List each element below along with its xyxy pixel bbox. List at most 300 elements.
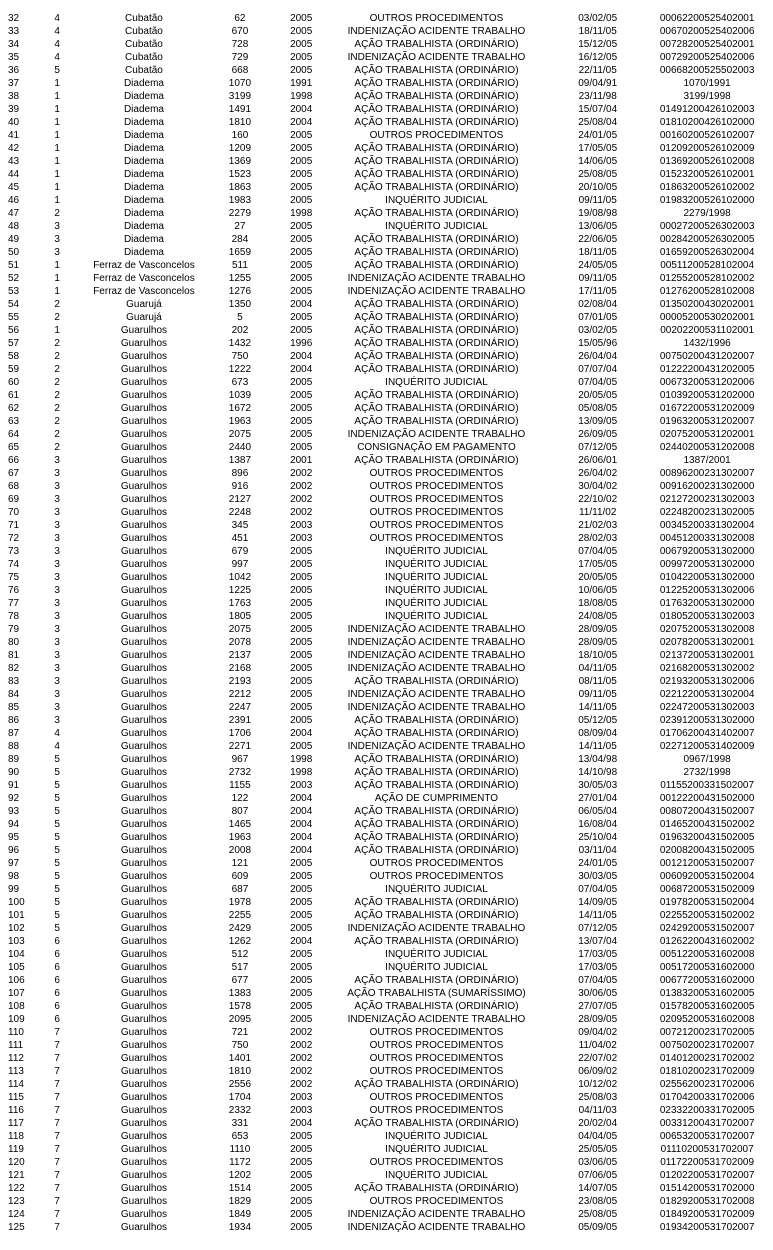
process-year: 2005 <box>290 130 313 141</box>
vara-number: 3 <box>54 715 60 726</box>
filing-date: 17/05/05 <box>578 559 618 570</box>
process-number: 2429 <box>228 923 252 934</box>
comarca-name: Guarulhos <box>120 624 168 635</box>
row-number: 113 <box>8 1066 24 1077</box>
comarca-name: Guarulhos <box>120 572 168 583</box>
table-row <box>0 1013 773 1026</box>
action-type: AÇÃO TRABALHISTA (ORDINÁRIO) <box>354 312 519 323</box>
process-number: 653 <box>231 1131 249 1142</box>
filing-date: 25/08/05 <box>578 169 618 180</box>
process-number: 1849 <box>228 1209 252 1220</box>
process-number: 679 <box>231 546 249 557</box>
table-row <box>0 948 773 961</box>
table-row <box>0 233 773 246</box>
comarca-name: Guarulhos <box>120 728 168 739</box>
process-code: 01763200531302000 <box>659 598 755 609</box>
process-number: 750 <box>231 351 249 362</box>
process-code: 01849200531702009 <box>659 1209 755 1220</box>
comarca-name: Guarulhos <box>120 1222 168 1233</box>
vara-number: 5 <box>54 923 60 934</box>
comarca-name: Guarulhos <box>120 793 168 804</box>
filing-date: 11/04/02 <box>578 1040 617 1051</box>
process-code: 02095200531602008 <box>659 1014 755 1025</box>
process-number: 1810 <box>228 117 252 128</box>
table-row <box>0 480 773 493</box>
process-year: 2004 <box>290 936 313 947</box>
action-type: AÇÃO TRABALHISTA (ORDINÁRIO) <box>354 715 519 726</box>
comarca-name: Guarulhos <box>120 429 168 440</box>
vara-number: 5 <box>54 65 60 76</box>
vara-number: 7 <box>54 1118 60 1129</box>
comarca-name: Guarujá <box>126 299 162 310</box>
comarca-name: Guarulhos <box>120 338 168 349</box>
vara-number: 4 <box>54 39 60 50</box>
process-code: 00729200525402006 <box>659 52 755 63</box>
row-number: 91 <box>8 780 20 791</box>
process-code: 01934200531702007 <box>659 1222 755 1233</box>
filing-date: 03/11/04 <box>578 845 617 856</box>
action-type: INDENIZAÇÃO ACIDENTE TRABALHO <box>347 702 526 713</box>
row-number: 123 <box>8 1196 25 1207</box>
process-number: 1222 <box>228 364 252 375</box>
filing-date: 30/06/05 <box>578 988 618 999</box>
table-row <box>0 441 773 454</box>
process-year: 2002 <box>290 494 313 505</box>
row-number: 74 <box>8 559 20 570</box>
vara-number: 3 <box>54 468 60 479</box>
comarca-name: Guarulhos <box>120 897 168 908</box>
action-type: OUTROS PROCEDIMENTOS <box>369 1040 504 1051</box>
process-code: 01672200531202009 <box>659 403 755 414</box>
process-code: 02332200331702005 <box>659 1105 755 1116</box>
row-number: 45 <box>8 182 20 193</box>
table-row <box>0 129 773 142</box>
row-number: 64 <box>8 429 20 440</box>
row-number: 60 <box>8 377 20 388</box>
action-type: INDENIZAÇÃO ACIDENTE TRABALHO <box>347 650 526 661</box>
process-number: 1369 <box>228 156 252 167</box>
filing-date: 17/05/05 <box>578 143 618 154</box>
process-number: 1706 <box>228 728 252 739</box>
action-type: AÇÃO TRABALHISTA (ORDINÁRIO) <box>354 754 519 765</box>
table-row <box>0 298 773 311</box>
comarca-name: Diadema <box>123 169 164 180</box>
row-number: 90 <box>8 767 20 778</box>
vara-number: 1 <box>54 286 60 297</box>
table-row <box>0 558 773 571</box>
process-number: 1491 <box>228 104 252 115</box>
table-row <box>0 1026 773 1039</box>
process-number: 1863 <box>228 182 252 193</box>
process-code: 00609200531502004 <box>659 871 755 882</box>
comarca-name: Guarulhos <box>120 455 168 466</box>
table-row <box>0 493 773 506</box>
process-code: 01465200431502002 <box>659 819 755 830</box>
action-type: INQUÉRITO JUDICIAL <box>385 195 488 206</box>
action-type: AÇÃO TRABALHISTA (ORDINÁRIO) <box>354 416 519 427</box>
process-code: 01110200531702007 <box>660 1144 754 1155</box>
action-type: INDENIZAÇÃO ACIDENTE TRABALHO <box>347 429 526 440</box>
table-row <box>0 77 773 90</box>
row-number: 101 <box>8 910 25 921</box>
comarca-name: Guarulhos <box>120 1053 168 1064</box>
action-type: INDENIZAÇÃO ACIDENTE TRABALHO <box>347 1014 526 1025</box>
filing-date: 06/09/02 <box>578 1066 618 1077</box>
process-code: 00005200530202001 <box>659 312 755 323</box>
comarca-name: Guarulhos <box>120 416 168 427</box>
vara-number: 2 <box>54 364 60 375</box>
comarca-name: Guarulhos <box>120 442 168 453</box>
process-number: 2332 <box>228 1105 252 1116</box>
table-row <box>0 844 773 857</box>
process-year: 2005 <box>290 182 313 193</box>
filing-date: 26/06/01 <box>578 455 618 466</box>
comarca-name: Cubatão <box>125 52 163 63</box>
process-code: 00512200531602008 <box>659 949 755 960</box>
process-number: 670 <box>231 26 249 37</box>
table-row <box>0 428 773 441</box>
vara-number: 2 <box>54 338 60 349</box>
action-type: INDENIZAÇÃO ACIDENTE TRABALHO <box>347 637 526 648</box>
table-row <box>0 623 773 636</box>
process-code: 02008200431502005 <box>659 845 755 856</box>
vara-number: 6 <box>54 1014 60 1025</box>
process-year: 2005 <box>290 195 313 206</box>
process-code: 02271200531402009 <box>659 741 755 752</box>
process-number: 2391 <box>228 715 252 726</box>
action-type: OUTROS PROCEDIMENTOS <box>369 871 504 882</box>
table-row <box>0 506 773 519</box>
process-year: 2005 <box>290 1222 313 1233</box>
process-code: 00896200231302007 <box>659 468 755 479</box>
filing-date: 06/05/04 <box>578 806 618 817</box>
process-number: 2095 <box>228 1014 252 1025</box>
row-number: 39 <box>8 104 20 115</box>
process-code: 00750200231702007 <box>659 1040 755 1051</box>
process-number: 122 <box>231 793 249 804</box>
comarca-name: Guarulhos <box>120 1066 168 1077</box>
vara-number: 5 <box>54 858 60 869</box>
row-number: 81 <box>8 650 20 661</box>
process-year: 2004 <box>290 845 313 856</box>
filing-date: 22/11/05 <box>578 65 617 76</box>
row-number: 78 <box>8 611 20 622</box>
process-code: 01155200331502007 <box>660 780 755 791</box>
row-number: 79 <box>8 624 20 635</box>
action-type: AÇÃO TRABALHISTA (ORDINÁRIO) <box>354 897 519 908</box>
action-type: OUTROS PROCEDIMENTOS <box>369 1066 504 1077</box>
vara-number: 4 <box>54 52 60 63</box>
filing-date: 03/02/05 <box>578 325 618 336</box>
action-type: INDENIZAÇÃO ACIDENTE TRABALHO <box>347 286 526 297</box>
comarca-name: Ferraz de Vasconcelos <box>93 260 195 271</box>
process-code: 00677200531602000 <box>659 975 755 986</box>
process-year: 2005 <box>290 1183 313 1194</box>
vara-number: 3 <box>54 663 60 674</box>
process-number: 121 <box>231 858 249 869</box>
row-number: 114 <box>8 1079 24 1090</box>
vara-number: 2 <box>54 377 60 388</box>
row-number: 112 <box>8 1053 24 1064</box>
action-type: INDENIZAÇÃO ACIDENTE TRABALHO <box>347 663 526 674</box>
vara-number: 7 <box>54 1027 60 1038</box>
action-type: AÇÃO TRABALHISTA (ORDINÁRIO) <box>354 806 519 817</box>
process-year: 2005 <box>290 403 313 414</box>
action-type: OUTROS PROCEDIMENTOS <box>369 13 504 24</box>
table-row <box>0 961 773 974</box>
process-code: 01255200528102002 <box>659 273 755 284</box>
row-number: 125 <box>8 1222 25 1233</box>
process-code: 01350200430202001 <box>659 299 755 310</box>
filing-date: 22/10/02 <box>578 494 618 505</box>
process-year: 2005 <box>290 260 313 271</box>
process-year: 2005 <box>290 1144 313 1155</box>
action-type: AÇÃO TRABALHISTA (ORDINÁRIO) <box>354 1183 519 1194</box>
vara-number: 5 <box>54 832 60 843</box>
table-row <box>0 597 773 610</box>
process-code: 02247200531302003 <box>659 702 755 713</box>
process-year: 2005 <box>290 273 313 284</box>
comarca-name: Guarulhos <box>120 910 168 921</box>
table-row <box>0 220 773 233</box>
action-type: INQUÉRITO JUDICIAL <box>385 221 488 232</box>
filing-date: 04/11/03 <box>578 1105 617 1116</box>
vara-number: 6 <box>54 936 60 947</box>
comarca-name: Guarulhos <box>120 1027 168 1038</box>
table-row <box>0 532 773 545</box>
process-number: 1225 <box>228 585 252 596</box>
vara-number: 5 <box>54 793 60 804</box>
process-number: 2075 <box>228 429 252 440</box>
process-code: 01042200531302000 <box>659 572 755 583</box>
row-number: 86 <box>8 715 20 726</box>
vara-number: 7 <box>54 1170 60 1181</box>
process-year: 2005 <box>290 1209 313 1220</box>
filing-date: 24/01/05 <box>578 130 618 141</box>
process-number: 2279 <box>228 208 252 219</box>
row-number: 44 <box>8 169 20 180</box>
filing-date: 09/11/05 <box>578 273 617 284</box>
vara-number: 5 <box>54 871 60 882</box>
comarca-name: Guarulhos <box>120 1105 168 1116</box>
action-type: INDENIZAÇÃO ACIDENTE TRABALHO <box>347 1209 526 1220</box>
row-number: 120 <box>8 1157 25 1168</box>
process-code: 01225200531302006 <box>659 585 755 596</box>
filing-date: 10/12/02 <box>578 1079 618 1090</box>
vara-number: 7 <box>54 1157 60 1168</box>
vara-number: 2 <box>54 312 60 323</box>
filing-date: 16/08/04 <box>578 819 618 830</box>
process-year: 2005 <box>290 741 313 752</box>
process-year: 2005 <box>290 650 313 661</box>
table-row <box>0 311 773 324</box>
row-number: 84 <box>8 689 20 700</box>
comarca-name: Guarulhos <box>120 819 168 830</box>
vara-number: 2 <box>54 416 60 427</box>
comarca-name: Guarulhos <box>120 1001 168 1012</box>
vara-number: 3 <box>54 494 60 505</box>
filing-date: 14/06/05 <box>578 156 618 167</box>
comarca-name: Cubatão <box>125 65 163 76</box>
filing-date: 25/05/05 <box>578 1144 618 1155</box>
process-number: 750 <box>231 1040 249 1051</box>
filing-date: 30/05/03 <box>578 780 618 791</box>
comarca-name: Guarujá <box>126 312 162 323</box>
process-number: 1704 <box>228 1092 252 1103</box>
table-row <box>0 883 773 896</box>
vara-number: 5 <box>54 819 60 830</box>
comarca-name: Guarulhos <box>120 403 168 414</box>
process-year: 2005 <box>290 572 313 583</box>
process-year: 2002 <box>290 1053 313 1064</box>
process-code: 01039200531202000 <box>659 390 755 401</box>
process-number: 1805 <box>228 611 252 622</box>
row-number: 47 <box>8 208 20 219</box>
filing-date: 20/02/04 <box>578 1118 618 1129</box>
comarca-name: Guarulhos <box>120 611 168 622</box>
process-year: 2003 <box>290 1092 313 1103</box>
table-row <box>0 1130 773 1143</box>
comarca-name: Guarulhos <box>120 676 168 687</box>
vara-number: 3 <box>54 702 60 713</box>
process-number: 511 <box>231 260 248 271</box>
process-year: 2005 <box>290 1170 313 1181</box>
action-type: AÇÃO TRABALHISTA (ORDINÁRIO) <box>354 39 519 50</box>
comarca-name: Guarulhos <box>120 715 168 726</box>
action-type: INDENIZAÇÃO ACIDENTE TRABALHO <box>347 624 526 635</box>
process-number: 728 <box>231 39 249 50</box>
vara-number: 3 <box>54 546 60 557</box>
process-code: 00331200431702007 <box>659 1118 755 1129</box>
action-type: AÇÃO TRABALHISTA (ORDINÁRIO) <box>354 299 519 310</box>
process-year: 2004 <box>290 1118 313 1129</box>
filing-date: 08/11/05 <box>578 676 617 687</box>
filing-date: 23/11/98 <box>578 91 617 102</box>
process-code: 01276200528102008 <box>659 286 755 297</box>
process-code: 02168200531302002 <box>659 663 755 674</box>
table-row <box>0 636 773 649</box>
action-type: INQUÉRITO JUDICIAL <box>385 1144 488 1155</box>
action-type: INQUÉRITO JUDICIAL <box>385 1131 488 1142</box>
process-code: 01706200431402007 <box>659 728 755 739</box>
table-row <box>0 935 773 948</box>
row-number: 75 <box>8 572 20 583</box>
action-type: OUTROS PROCEDIMENTOS <box>369 507 504 518</box>
process-year: 2005 <box>290 390 313 401</box>
process-number: 677 <box>231 975 249 986</box>
process-number: 729 <box>231 52 249 63</box>
action-type: OUTROS PROCEDIMENTOS <box>369 1053 504 1064</box>
process-year: 2003 <box>290 520 313 531</box>
action-type: OUTROS PROCEDIMENTOS <box>369 1027 504 1038</box>
process-year: 2005 <box>290 546 313 557</box>
filing-date: 28/09/05 <box>578 624 618 635</box>
action-type: CONSIGNAÇÃO EM PAGAMENTO <box>357 442 516 453</box>
row-number: 56 <box>8 325 20 336</box>
table-row <box>0 376 773 389</box>
process-number: 997 <box>231 559 249 570</box>
table-row <box>0 168 773 181</box>
process-number: 1672 <box>228 403 252 414</box>
comarca-name: Diadema <box>123 156 164 167</box>
comarca-name: Guarulhos <box>120 702 168 713</box>
process-year: 2005 <box>290 143 313 154</box>
vara-number: 4 <box>54 728 60 739</box>
row-number: 33 <box>8 26 20 37</box>
process-number: 1763 <box>228 598 252 609</box>
process-code: 2732/1998 <box>683 767 731 778</box>
process-year: 2002 <box>290 1066 313 1077</box>
row-number: 58 <box>8 351 20 362</box>
comarca-name: Guarulhos <box>120 637 168 648</box>
comarca-name: Guarulhos <box>120 1144 168 1155</box>
comarca-name: Guarulhos <box>120 325 168 336</box>
comarca-name: Diadema <box>123 143 164 154</box>
table-row <box>0 324 773 337</box>
comarca-name: Guarulhos <box>120 936 168 947</box>
process-number: 1514 <box>228 1183 252 1194</box>
process-number: 2212 <box>228 689 252 700</box>
action-type: INQUÉRITO JUDICIAL <box>385 377 488 388</box>
vara-number: 4 <box>54 13 60 24</box>
comarca-name: Guarulhos <box>120 741 168 752</box>
row-number: 100 <box>8 897 25 908</box>
process-year: 2004 <box>290 728 313 739</box>
table-row <box>0 155 773 168</box>
process-year: 2005 <box>290 1001 313 1012</box>
table-row <box>0 792 773 805</box>
comarca-name: Guarulhos <box>120 1209 168 1220</box>
process-code: 00673200531202006 <box>659 377 755 388</box>
process-year: 2005 <box>290 312 313 323</box>
table-row <box>0 363 773 376</box>
vara-number: 5 <box>54 845 60 856</box>
table-row <box>0 519 773 532</box>
process-year: 2005 <box>290 988 313 999</box>
filing-date: 13/04/98 <box>578 754 618 765</box>
process-code: 00062200525402001 <box>659 13 755 24</box>
action-type: OUTROS PROCEDIMENTOS <box>369 1092 504 1103</box>
process-code: 02075200531202001 <box>659 429 755 440</box>
filing-date: 24/08/05 <box>578 611 618 622</box>
process-year: 2004 <box>290 806 313 817</box>
action-type: AÇÃO TRABALHISTA (ORDINÁRIO) <box>354 455 519 466</box>
table-row <box>0 103 773 116</box>
process-year: 2005 <box>290 52 313 63</box>
row-number: 38 <box>8 91 20 102</box>
process-code: 00728200525402001 <box>659 39 755 50</box>
filing-date: 09/04/91 <box>578 78 618 89</box>
filing-date: 07/12/05 <box>578 442 618 453</box>
comarca-name: Guarulhos <box>120 1170 168 1181</box>
process-number: 5 <box>237 312 243 323</box>
vara-number: 7 <box>54 1196 60 1207</box>
process-number: 62 <box>234 13 246 24</box>
vara-number: 1 <box>54 143 60 154</box>
action-type: INDENIZAÇÃO ACIDENTE TRABALHO <box>347 923 526 934</box>
process-code: 01262200431602002 <box>659 936 755 947</box>
comarca-name: Guarulhos <box>120 1131 168 1142</box>
action-type: INQUÉRITO JUDICIAL <box>385 949 488 960</box>
filing-date: 07/07/04 <box>578 364 618 375</box>
table-row <box>0 766 773 779</box>
comarca-name: Guarulhos <box>120 1040 168 1051</box>
action-type: AÇÃO TRABALHISTA (ORDINÁRIO) <box>354 975 519 986</box>
vara-number: 3 <box>54 533 60 544</box>
process-number: 331 <box>231 1118 249 1129</box>
comarca-name: Diadema <box>123 208 164 219</box>
action-type: AÇÃO DE CUMPRIMENTO <box>374 793 499 804</box>
